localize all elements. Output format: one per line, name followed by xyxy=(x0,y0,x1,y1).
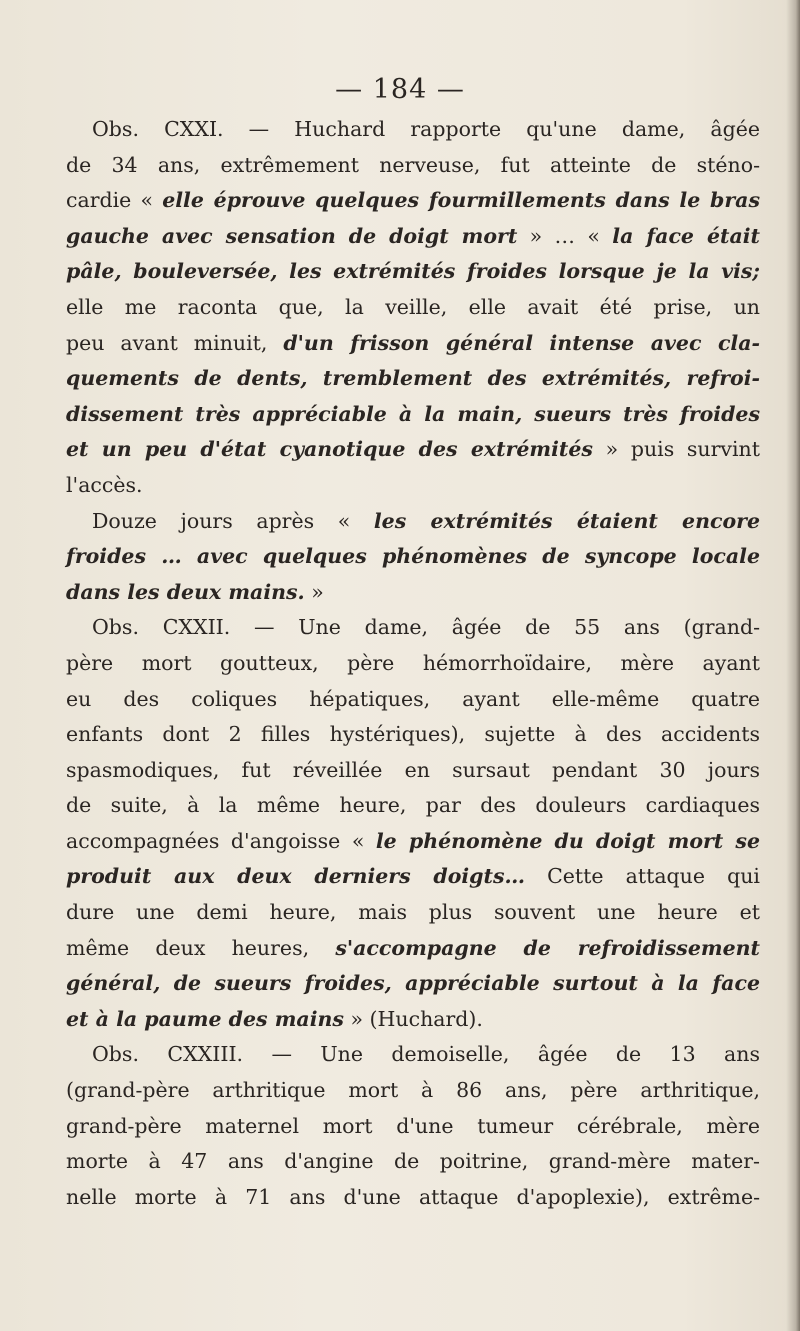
text-run: spasmodiques, fut réveillée en sursaut pendant 30 jours xyxy=(66,757,760,782)
italic-text: quements de dents, tremblement des extrémités, refroi- xyxy=(66,366,760,391)
text-line xyxy=(66,1002,760,1038)
text-line xyxy=(66,539,760,575)
italic-text: les extrémités étaient encore xyxy=(373,508,760,533)
text-line xyxy=(66,148,760,184)
italic-text: la face était xyxy=(612,223,760,248)
page-number: — 184 — xyxy=(335,74,465,105)
italic-text: le phénomène du doigt mort se xyxy=(375,828,760,853)
text-run: accompagnées d'angoisse « xyxy=(66,828,376,853)
italic-text: produit aux deux derniers doigts… xyxy=(66,864,525,889)
page-edge-shadow xyxy=(786,0,800,1331)
text-line xyxy=(66,610,760,646)
text-run: même deux heures, xyxy=(66,935,336,960)
text-run: elle me raconta que, la veille, elle avait été prise, un xyxy=(66,294,760,319)
text-line xyxy=(66,575,760,611)
text-line xyxy=(66,468,760,504)
text-line xyxy=(66,1180,760,1216)
text-run: l'accès. xyxy=(66,472,143,497)
text-run: enfants dont 2 filles hystériques), sujette à des accidents xyxy=(66,722,760,747)
text-line xyxy=(66,931,760,967)
text-line xyxy=(66,290,760,326)
text-line xyxy=(66,1037,760,1073)
text-run: eu des coliques hépatiques, ayant elle-même quatre xyxy=(66,686,760,711)
text-line xyxy=(66,682,760,718)
text-line xyxy=(66,183,760,219)
text-run: de 34 ans, extrêmement nerveuse, fut atteinte de sténo- xyxy=(66,152,760,177)
text-line xyxy=(66,326,760,362)
text-run: grand-père maternel mort d'une tumeur cérébrale, mère xyxy=(66,1113,760,1138)
text-run: Obs. CXXII. — Une dame, âgée de 55 ans (grand- xyxy=(92,615,760,640)
italic-text: dans les deux mains. xyxy=(66,579,305,604)
text-run: Obs. CXXIII. — Une demoiselle, âgée de 13 ans xyxy=(92,1042,760,1067)
italic-text: froides … avec quelques phénomènes de syncope locale xyxy=(66,544,760,569)
text-line xyxy=(66,895,760,931)
text-run: Cette attaque qui xyxy=(525,864,760,889)
italic-text: général, de sueurs froides, appréciable surtout à la face xyxy=(66,971,760,996)
italic-text: d'un frisson général intense avec cla- xyxy=(283,330,761,355)
text-run: nelle morte à 71 ans d'une attaque d'apoplexie), extrême- xyxy=(66,1184,760,1209)
italic-text: dissement très appréciable à la main, sueurs très froides xyxy=(66,401,760,426)
text-line xyxy=(66,788,760,824)
body-text xyxy=(66,112,760,1215)
text-line xyxy=(66,112,760,148)
text-line xyxy=(66,219,760,255)
text-run: » (Huchard). xyxy=(343,1006,483,1031)
text-line xyxy=(66,504,760,540)
text-run: Obs. CXXI. — Huchard rapporte qu'une dame, âgée xyxy=(92,117,760,141)
italic-text: gauche avec sensation de doigt mort xyxy=(66,223,518,248)
text-run: » … « xyxy=(517,223,613,248)
italic-text: pâle, bouleversée, les extrémités froides lorsque je la vis; xyxy=(66,259,760,284)
text-run: peu avant minuit, xyxy=(66,330,284,355)
text-line xyxy=(66,1073,760,1109)
text-line xyxy=(66,397,760,433)
text-run: » puis survint xyxy=(592,437,760,462)
text-line xyxy=(66,753,760,789)
text-line xyxy=(66,1109,760,1145)
italic-text: s'accompagne de refroidissement xyxy=(335,935,760,960)
text-line xyxy=(66,859,760,895)
italic-text: et un peu d'état cyanotique des extrémités xyxy=(66,437,593,462)
text-line xyxy=(66,824,760,860)
text-run: morte à 47 ans d'angine de poitrine, grand-mère mater- xyxy=(66,1149,760,1174)
text-line xyxy=(66,966,760,1002)
text-run: de suite, à la même heure, par des douleurs cardiaques xyxy=(66,793,760,818)
text-run: Douze jours après « xyxy=(92,508,374,533)
text-run: » xyxy=(304,579,324,604)
italic-text: elle éprouve quelques fourmillements dans le bras xyxy=(162,188,760,213)
text-run: (grand-père arthritique mort à 86 ans, père arthritique, xyxy=(66,1078,760,1103)
text-line xyxy=(66,1144,760,1180)
text-line xyxy=(66,361,760,397)
text-line xyxy=(66,432,760,468)
text-run: père mort goutteux, père hémorrhoïdaire, mère ayant xyxy=(66,650,760,675)
text-run: dure une demi heure, mais plus souvent une heure et xyxy=(66,900,760,925)
text-line xyxy=(66,717,760,753)
text-run: cardie « xyxy=(66,188,163,213)
italic-text: et à la paume des mains xyxy=(66,1006,344,1031)
text-line xyxy=(66,646,760,682)
text-line xyxy=(66,254,760,290)
